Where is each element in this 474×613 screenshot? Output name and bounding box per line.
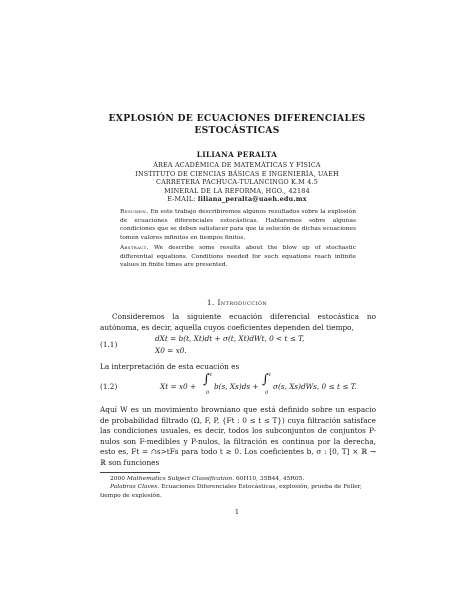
equation-number: (1.2): [100, 382, 118, 391]
paragraph-text: Consideremos la siguiente ecuación diferencial estocástica no autónoma, es decir, aquella cuyos coeficientes dependen del tiempo,: [100, 312, 376, 332]
footnote-year: 2000: [110, 476, 125, 482]
footnote-keywords-label: Palabras Claves.: [110, 484, 160, 491]
page-number: 1: [234, 508, 240, 516]
affiliation-line: INSTITUTO DE CIENCIAS BÁSICAS E INGENIERÍA, UAEH: [135, 169, 339, 178]
affiliation-block: [0, 161, 474, 204]
equation-2-mid: b(s, Xs)ds +: [214, 382, 259, 391]
affiliation-line: ÁREA ACADÉMICA DE MATEMÁTICAS Y FÍSICA: [153, 161, 321, 169]
title-line-1: EXPLOSIÓN DE ECUACIONES DIFERENCIALES: [108, 113, 366, 124]
integral-lower-limit: 0: [265, 390, 269, 396]
abstract-text: We describe some results about the blow up of stochastic differential equations. Conditions needed for such equations reach infinite values in finite times are presented.: [120, 245, 356, 269]
footnote-divider: [100, 472, 160, 473]
intro-paragraph-2: [100, 362, 376, 373]
integral-lower-limit: 0: [206, 390, 210, 396]
integral-sign: ∫: [262, 372, 269, 387]
integral-sign: ∫: [203, 372, 210, 387]
footnotes: [100, 475, 376, 500]
title-line-2: ESTOCÁSTICAS: [194, 125, 280, 136]
footnote-msc: [100, 475, 376, 483]
resumen-block: [120, 208, 356, 243]
equation-number: (1.1): [100, 340, 118, 349]
footnote-msc-label: Mathematics Subject Classification.: [126, 476, 235, 482]
paragraph-text: Aquí W es un movimiento browniano que está definido sobre un espacio de probabilidad filtrado (Ω, F, P, {Ft : 0 ≤ t ≤ T}) cuya filtración satisface las condiciones usuales, es decir, todos los subconjuntos de conjuntos P-nulos son F-medibles y P-nulos, la filtración es continua por la derecha, esto es, Ft = ∩s>tFs para todo t ≥ 0. Los coeficientes b, σ : [0, T] × ℝ → ℝ son funciones: [100, 405, 376, 467]
equation-2-left: Xt = x0 +: [160, 382, 197, 391]
intro-paragraph-3: [100, 405, 376, 469]
resumen-text: En este trabajo describiremos algunos resultados sobre la explosión de ecuaciones diferenciales estocásticas. Hablaremos sobre algunas condiciones que se deben satisfacer para que la solución de dichas ecuaciones tomen valores infinitos en tiempos finitos.: [120, 209, 356, 242]
footnote-keywords-text: Ecuaciones Diferenciales Estocásticas, explosión, prueba de Feller, tiempo de explosión.: [100, 484, 362, 499]
abstract-block: [120, 244, 356, 270]
paper-title: [0, 113, 474, 137]
paragraph-text: La interpretación de esta ecuación es: [100, 362, 240, 371]
integral-upper-limit: t: [269, 372, 272, 378]
equation-1-line-2: X0 = x0.: [155, 346, 187, 355]
resumen-label: Resumen.: [120, 209, 149, 215]
footnote-keywords: [100, 483, 376, 500]
equation-1-line-1: dXt = b(t, Xt)dt + σ(t, Xt)dWt, 0 < t ≤ T,: [155, 334, 305, 343]
footnote-msc-codes: 60H10, 35B44, 45R05.: [235, 476, 305, 482]
integral-upper-limit: t: [210, 372, 213, 378]
intro-paragraph-1: [100, 312, 376, 333]
affiliation-line: CARRETERA PACHUCA-TULANCINGO K.M 4.5: [155, 178, 318, 187]
equation-2-right: σ(s, Xs)dWs, 0 ≤ t ≤ T.: [273, 382, 357, 391]
affiliation-line: MINERAL DE LA REFORMA, HGO., 42184: [164, 186, 310, 195]
author-name: LILIANA PERALTA: [196, 150, 278, 159]
abstract-label: Abstract.: [120, 245, 149, 251]
email-label: E-MAIL:: [167, 195, 196, 204]
email-address[interactable]: liliana_peralta@uaeh.edu.mx: [197, 195, 307, 204]
email-line: [0, 195, 474, 204]
section-title: 1. Introducción: [206, 298, 268, 307]
